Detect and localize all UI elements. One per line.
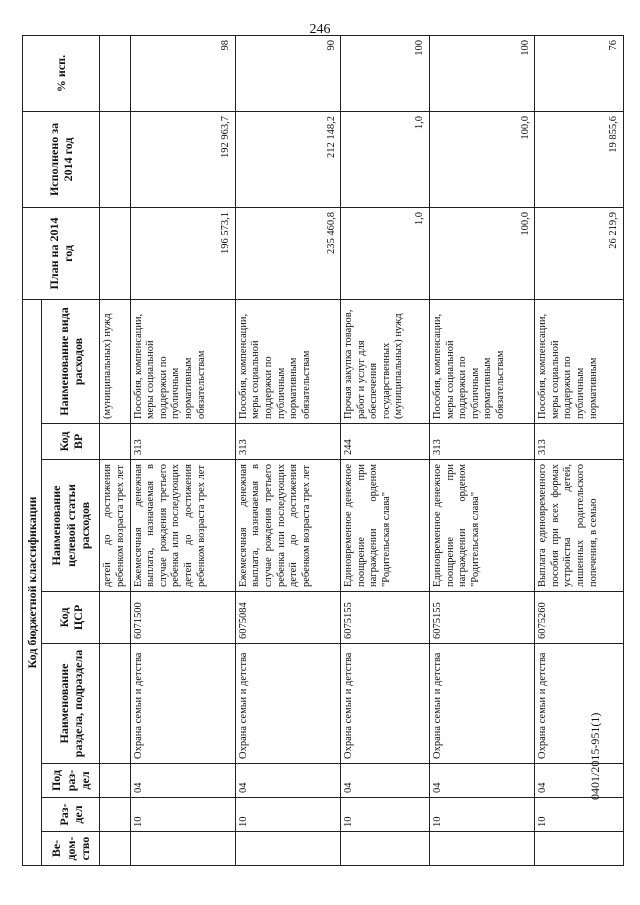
podrazdel-cell: 04 [235,764,340,798]
csr-name-header: Наименование целевой статьи расходов [42,460,100,592]
vr-name-cell: Пособия, компенсации, меры социальной поддержки по публичным нормативным [535,299,624,423]
plan-cell: 235 460,8 [235,207,340,299]
csr-name-cell: Единовременное денежное поощрение при награждении орденом "Родительская слава" [429,460,534,592]
razdel-cell: 10 [341,798,430,832]
done-header: Исполнено за 2014 год [23,111,100,207]
csr-cell: 6075084 [235,592,340,644]
ved-cell [429,832,534,866]
csr-name-cell: Выплата единовременного пособия при всех формах устройства детей, лишенных родительского попечения, в семью [535,460,624,592]
razdel-cell: 10 [130,798,235,832]
podrazdel-cell: 04 [341,764,430,798]
ved-cell [235,832,340,866]
continued-csr-name: детей до достижения ребенком возраста трех лет [100,460,130,592]
table-row [235,35,340,865]
podrazdel-cell: 04 [429,764,534,798]
table-row [130,35,235,865]
vr-cell: 313 [429,424,534,460]
ved-cell [130,832,235,866]
ved-cell [341,832,430,866]
done-cell: 212 148,2 [235,111,340,207]
vr-name-cell: Пособия, компенсации, меры социальной поддержки по публичным нормативным обязательствам [235,299,340,423]
pct-cell: 100 [341,35,430,111]
vr-name-header: Наименование вида расходов [42,299,100,423]
plan-cell: 26 219,9 [535,207,624,299]
done-cell: 192 963,7 [130,111,235,207]
page-number: 246 [309,22,331,37]
vr-name-cell: Прочая закупка товаров, работ и услуг для обеспечения государственных (муниципальных) нужд [341,299,430,423]
csr-name-cell: Ежемесячная денежная выплата, назначаемая в случае рождения третьего ребенка или последующих детей до достижения ребенком возраста трех лет [130,460,235,592]
pct-cell: 76 [535,35,624,111]
rotated-table-container [22,36,624,866]
csr-cell: 6075155 [429,592,534,644]
csr-name-cell: Ежемесячная денежная выплата, назначаемая в случае рождения третьего ребенка или последующих детей до достижения ребенком возраста трех лет [235,460,340,592]
razdel-cell: 10 [235,798,340,832]
done-cell: 1,0 [341,111,430,207]
section-name-header: Наименование раздела, подраздела [42,644,100,764]
razdel-cell: 10 [535,798,624,832]
ved-cell [535,832,624,866]
continuation-row [100,35,130,865]
vr-cell: 313 [130,424,235,460]
section-cell: Охрана семьи и детства [130,644,235,764]
plan-cell: 100,0 [429,207,534,299]
pct-cell: 98 [130,35,235,111]
budget-table [22,35,624,866]
section-cell: Охрана семьи и детства [235,644,340,764]
ved-header: Ве-дом-ство [42,832,100,866]
razdel-header: Раз-дел [42,798,100,832]
csr-cell: 6075260 [535,592,624,644]
section-cell: Охрана семьи и детства [535,644,624,764]
podrazdel-cell: 04 [130,764,235,798]
csr-cell: 6075155 [341,592,430,644]
done-cell: 100,0 [429,111,534,207]
plan-header: План на 2014 год [23,207,100,299]
done-cell: 19 855,6 [535,111,624,207]
vr-name-cell: Пособия, компенсации, меры социальной поддержки по публичным нормативным обязательствам [130,299,235,423]
csr-header: Код ЦСР [42,592,100,644]
vr-cell: 244 [341,424,430,460]
vr-cell: 313 [235,424,340,460]
podrazdel-header: Под раз-дел [42,764,100,798]
table-row [429,35,534,865]
document-code: 0401/2015-951(1) [588,712,602,800]
plan-cell: 1,0 [341,207,430,299]
pct-header: % исп. [23,35,100,111]
budget-classification-header: Код бюджетной классификации [23,299,42,865]
pct-cell: 100 [429,35,534,111]
section-cell: Охрана семьи и детства [341,644,430,764]
razdel-cell: 10 [429,798,534,832]
continued-vr-name: (муниципальных) нужд [100,299,130,423]
pct-cell: 90 [235,35,340,111]
section-cell: Охрана семьи и детства [429,644,534,764]
vr-cell: 313 [535,424,624,460]
table-row [535,35,624,865]
podrazdel-cell: 04 [535,764,624,798]
csr-cell: 6071500 [130,592,235,644]
vr-name-cell: Пособия, компенсации, меры социальной поддержки по публичным нормативным обязательствам [429,299,534,423]
plan-cell: 196 573,1 [130,207,235,299]
csr-name-cell: Единовременное денежное поощрение при награждении орденом "Родительская слава" [341,460,430,592]
table-row [341,35,430,865]
vr-header: Код ВР [42,424,100,460]
